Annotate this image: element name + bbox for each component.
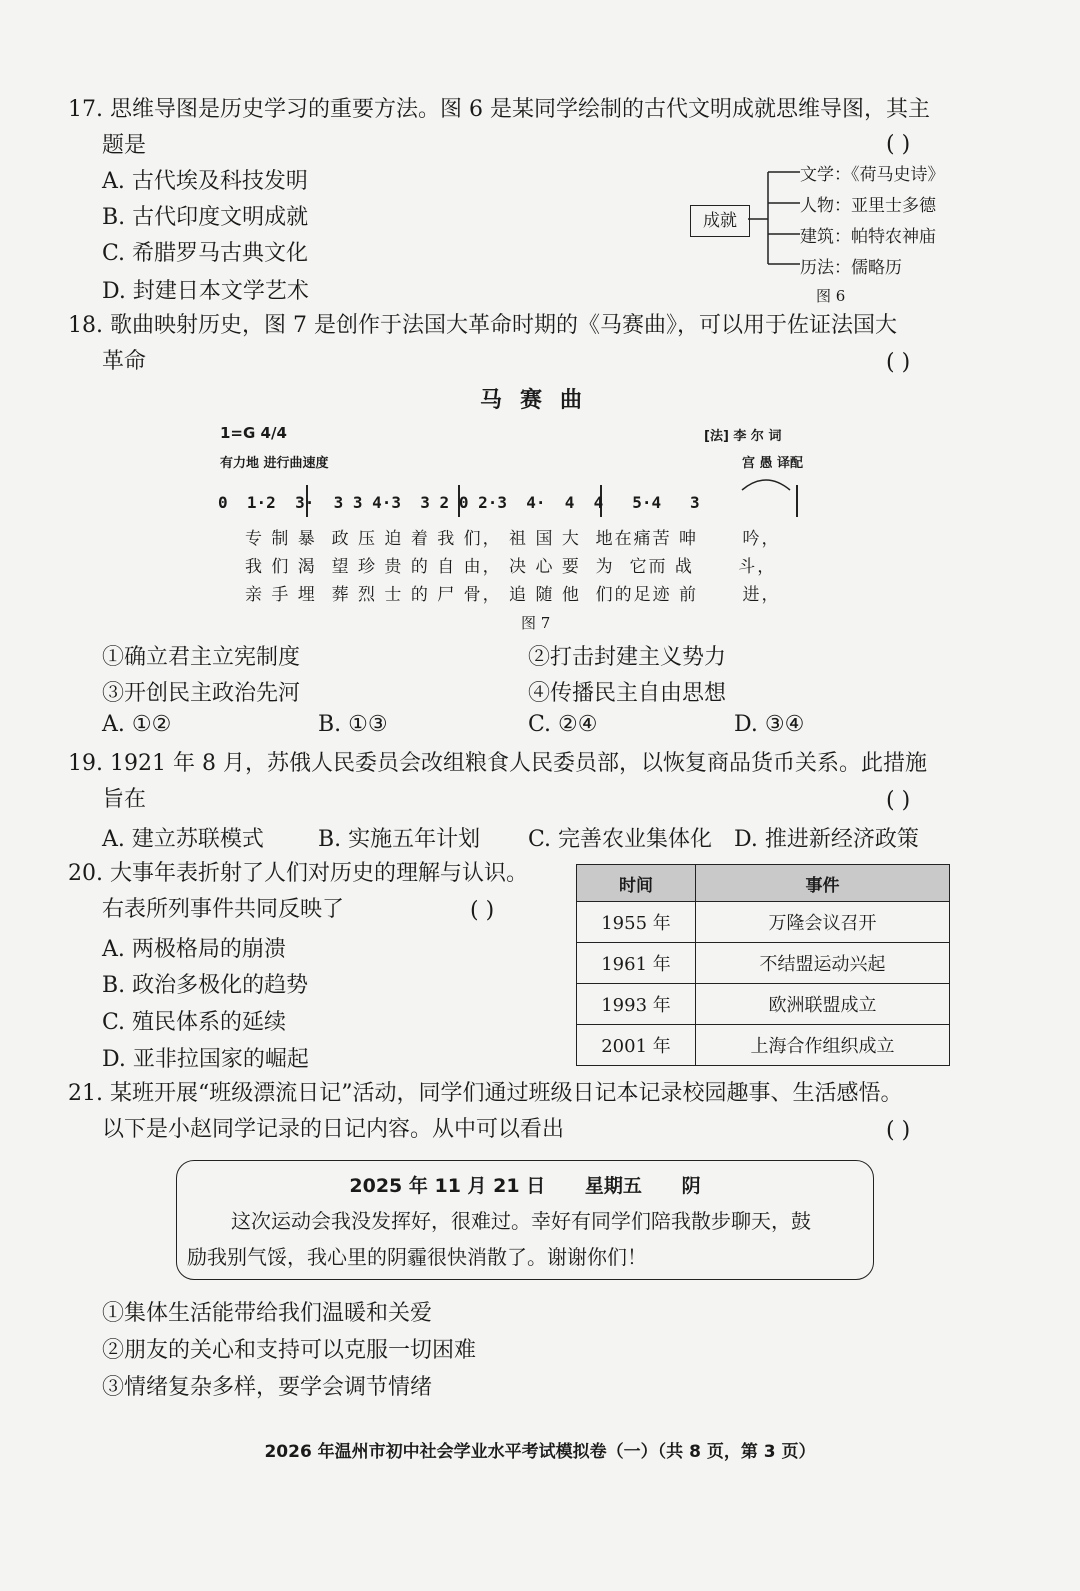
q17-option-b: B. 古代印度文明成就 [102,205,309,230]
q20-stem-line2: 右表所列事件共同反映了 [102,897,345,922]
q19-option-b: B. 实施五年计划 [318,827,481,852]
score-lyric-verse-3: 亲 手 埋 葬 烈 士 的 尸 骨， 追 随 他 们的足迹 前 进， [245,585,781,605]
row-event: 万隆会议召开 [696,902,950,943]
q18-option-c: C. ②④ [528,712,598,737]
q17-option-a: A. 古代埃及科技发明 [102,169,308,194]
q19-option-a: A. 建立苏联模式 [102,827,264,852]
q19-stem-line2: 旨在 [102,787,147,812]
row-event: 上海合作组织成立 [696,1025,950,1066]
q18-statement-3: ③开创民主政治先河 [102,681,301,706]
score-lyric-verse-1: 专 制 暴 政 压 迫 着 我 们， 祖 国 大 地在痛苦 呻 吟， [245,529,781,549]
q18-option-d: D. ③④ [734,712,805,737]
diary-box [176,1160,874,1280]
score-translator: 宫 愚 译配 [742,456,804,471]
diary-text-line2: 励我别气馁，我心里的阴霾很快消散了。谢谢你们！ [187,1245,647,1269]
q17-option-c: C. 希腊罗马古典文化 [102,241,309,266]
table-row [577,1025,950,1066]
q18-stem-line2: 革命 [102,349,147,374]
mindmap-item-calendar: 历法：儒略历 [800,258,902,278]
mindmap-item-person: 人物：亚里士多德 [800,196,936,216]
score-tempo: 有力地 进行曲速度 [220,456,329,471]
q20-answer-paren: ( ) [470,898,495,923]
q20-option-d: D. 亚非拉国家的崛起 [102,1047,309,1072]
q18-option-b: B. ①③ [318,712,388,737]
q21-stem-line1: 21. 某班开展“班级漂流日记”活动，同学们通过班级日记本记录校园趣事、生活感悟。 [68,1081,903,1106]
mindmap-item-literature: 文学：《荷马史诗》 [800,165,945,185]
q18-statement-4: ④传播民主自由思想 [528,681,727,706]
q17-stem-line1: 17. 思维导图是历史学习的重要方法。图 6 是某同学绘制的古代文明成就思维导图，其主 [68,97,930,122]
q19-answer-paren: ( ) [886,788,911,813]
score-lyric-verse-2: 我 们 渴 望 珍 贵 的 自 由， 决 心 要 为 它而 战 斗， [245,557,777,577]
q21-statement-2: ②朋友的关心和支持可以克服一切困难 [102,1338,477,1363]
q18-stem-line1: 18. 歌曲映射历史，图 7 是创作于法国大革命时期的《马赛曲》，可以用于佐证法国大 [68,313,897,338]
barline-4 [796,485,798,517]
q20-option-a: A. 两极格局的崩溃 [102,937,286,962]
table-row [577,943,950,984]
mindmap-connectors [748,168,804,268]
q21-statement-3: ③情绪复杂多样，要学会调节情绪 [102,1375,433,1400]
q17-stem-line2: 题是 [102,133,147,158]
figure-6-caption: 图 6 [816,287,846,305]
q20-option-c: C. 殖民体系的延续 [102,1010,287,1035]
score-title: 马赛曲 [479,387,600,413]
row-year: 1993 年 [577,984,696,1025]
q21-stem-line2: 以下是小赵同学记录的日记内容。从中可以看出 [102,1117,565,1142]
diary-text-line1: 这次运动会我没发挥好，很难过。幸好有同学们陪我散步聊天，鼓 [231,1209,811,1233]
q20-stem-line1: 20. 大事年表折射了人们对历史的理解与认识。 [68,861,528,886]
mindmap-item-architecture: 建筑：帕特农神庙 [800,227,936,247]
page-footer: 2026 年温州市初中社会学业水平考试模拟卷（一）（共 8 页，第 3 页） [264,1442,816,1462]
row-year: 1961 年 [577,943,696,984]
row-year: 2001 年 [577,1025,696,1066]
header-time: 时间 [577,865,696,902]
row-event: 不结盟运动兴起 [696,943,950,984]
q17-answer-paren: ( ) [886,132,911,157]
figure-7-caption: 图 7 [521,614,551,632]
q17-option-d: D. 封建日本文学艺术 [102,279,309,304]
diary-header: 2025 年 11 月 21 日 星期五 阴 [349,1175,701,1197]
q18-statement-1: ①确立君主立宪制度 [102,645,301,670]
events-table [576,864,950,1066]
q18-answer-paren: ( ) [886,350,911,375]
score-notes: 0 1·2 3· 3 3 4·3 3 2 0 2·3 4· 4 4 5·4 3 [218,493,700,512]
q20-option-b: B. 政治多极化的趋势 [102,973,309,998]
q19-stem-line1: 19. 1921 年 8 月，苏俄人民委员会改组粮食人民委员部，以恢复商品货币关系。此措施 [68,751,927,776]
score-lyricist: [法] 李 尔 词 [704,429,782,444]
table-row [577,902,950,943]
score-key: 1=G 4/4 [220,424,287,442]
q19-option-d: D. 推进新经济政策 [734,827,919,852]
score-slur [738,474,794,492]
row-event: 欧洲联盟成立 [696,984,950,1025]
mindmap-center-node: 成就 [690,205,750,237]
events-table-header [577,865,950,902]
q18-statement-2: ②打击封建主义势力 [528,645,727,670]
header-event: 事件 [696,865,950,902]
q19-option-c: C. 完善农业集体化 [528,827,713,852]
table-row [577,984,950,1025]
q21-statement-1: ①集体生活能带给我们温暖和关爱 [102,1301,433,1326]
q21-answer-paren: ( ) [886,1118,911,1143]
q18-option-a: A. ①② [102,712,172,737]
row-year: 1955 年 [577,902,696,943]
